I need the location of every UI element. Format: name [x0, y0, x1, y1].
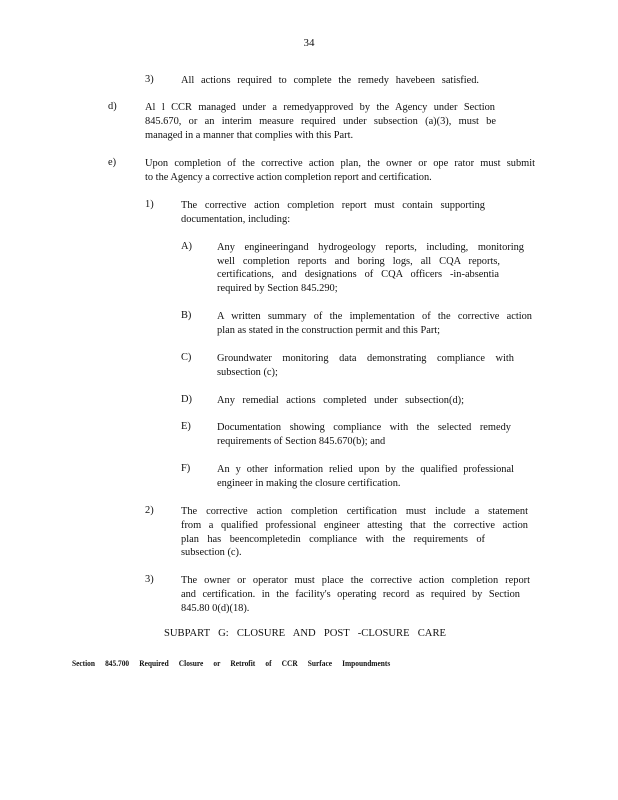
item-line: from a qualified professional engineer attesting that the corrective action — [181, 520, 528, 531]
item-line: subsection (c). — [181, 547, 242, 558]
item-label: A) — [181, 241, 192, 252]
item-line: All actions required to complete the remedy havebeen satisfied. — [181, 75, 479, 86]
item-label: 3) — [145, 74, 154, 85]
item-label: E) — [181, 421, 191, 432]
item-line: and certification. in the facility's operating record as required by Section — [181, 589, 520, 600]
item-line: plan has beencompletedin compliance with the requirements of — [181, 534, 485, 545]
item-line: 845.80 0(d)(18). — [181, 603, 250, 614]
item-line: 845.670, or an interim measure required under subsection (a)(3), must be — [145, 116, 496, 127]
item-line: Upon completion of the corrective action plan, the owner or ope rator must submit — [145, 158, 535, 169]
item-line: well completion reports and boring logs, all CQA reports, — [217, 256, 500, 267]
item-line: required by Section 845.290; — [217, 283, 338, 294]
item-line: plan as stated in the construction permit and this Part; — [217, 325, 441, 336]
item-line: The corrective action completion certification must include a statement — [181, 506, 528, 517]
item-label: F) — [181, 463, 191, 474]
item-line: An y other information relied upon by the qualified professional — [217, 464, 514, 475]
item-line: Documentation showing compliance with the selected remedy — [217, 422, 511, 433]
subpart-heading: SUBPART G: CLOSURE AND POST -CLOSURE CARE — [164, 628, 446, 639]
item-label: d) — [108, 101, 117, 112]
item-line: to the Agency a corrective action completion report and certification. — [145, 172, 432, 183]
item-label: 1) — [145, 199, 154, 210]
page-number: 34 — [303, 37, 315, 49]
item-line: subsection (c); — [217, 367, 278, 378]
section-heading: Section 845.700 Required Closure or Retrofit of CCR Surface Impoundments — [72, 658, 391, 668]
item-line: documentation, including: — [181, 214, 291, 225]
item-line: requirements of Section 845.670(b); and — [217, 436, 386, 447]
item-line: A written summary of the implementation of the corrective action — [217, 311, 532, 322]
item-label: B) — [181, 310, 192, 321]
item-line: The corrective action completion report must contain supporting — [181, 200, 485, 211]
item-line: Any engineeringand hydrogeology reports, including, monitoring — [217, 242, 524, 253]
item-line: The owner or operator must place the corrective action completion report — [181, 575, 530, 586]
item-label: 3) — [145, 574, 154, 585]
item-line: certifications, and designations of CQA officers -in-absentia — [217, 269, 499, 280]
item-line: managed in a manner that complies with this Part. — [145, 130, 354, 141]
item-line: Any remedial actions completed under subsection(d); — [217, 395, 464, 406]
item-line: engineer in making the closure certification. — [217, 478, 401, 489]
item-label: D) — [181, 394, 192, 405]
item-label: e) — [108, 157, 117, 168]
item-line: Groundwater monitoring data demonstrating compliance with — [217, 353, 514, 364]
item-label: 2) — [145, 505, 154, 516]
item-label: C) — [181, 352, 192, 363]
item-line: Al l CCR managed under a remedyapproved by the Agency under Section — [145, 102, 495, 113]
